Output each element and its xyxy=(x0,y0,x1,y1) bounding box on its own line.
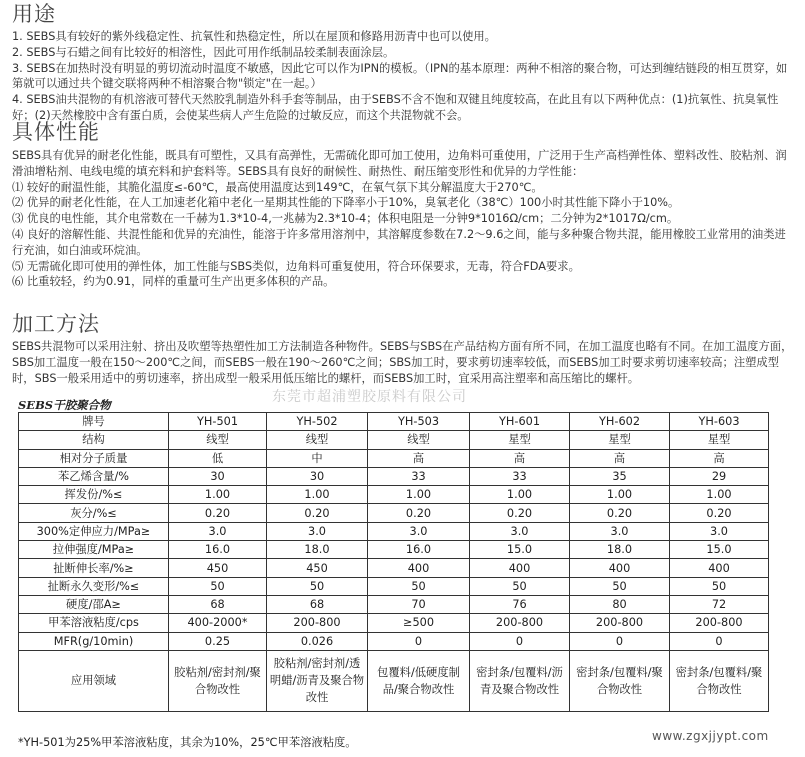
table-cell: 50 xyxy=(470,577,570,595)
table-cell: YH-602 xyxy=(570,413,670,431)
table-row xyxy=(19,522,769,540)
table-row-label: 应用领域 xyxy=(19,650,169,711)
table-row xyxy=(19,614,769,632)
performance-item-5: ⑸ 无需硫化即可使用的弹性体，加工性能与SBS类似，边角料可重复使用，符合环保要求，无毒，符合FDA要求。 xyxy=(12,259,580,273)
table-row-label: 结构 xyxy=(19,431,169,449)
table-cell: 3.0 xyxy=(570,522,670,540)
table-cell: ≥500 xyxy=(368,614,470,632)
table-cell: 3.0 xyxy=(470,522,570,540)
table-cell: 200-800 xyxy=(570,614,670,632)
table-cell: 3.0 xyxy=(368,522,470,540)
table-cell: 0.20 xyxy=(267,504,368,522)
table-cell: YH-601 xyxy=(470,413,570,431)
table-cell: 0.25 xyxy=(169,632,267,650)
usage-heading: 用途 xyxy=(12,2,56,26)
table-cell: 76 xyxy=(470,595,570,613)
table-cell: 33 xyxy=(470,467,570,485)
table-title: SEBS干胶聚合物 xyxy=(18,398,111,412)
table-row-label: 拉伸强度/MPa≥ xyxy=(19,541,169,559)
table-cell: 1.00 xyxy=(470,486,570,504)
table-cell: 18.0 xyxy=(570,541,670,559)
table-cell: 400 xyxy=(670,559,769,577)
table-cell: 33 xyxy=(368,467,470,485)
usage-item-1: 1. SEBS具有较好的紫外线稳定性、抗氧性和热稳定性，所以在屋顶和修路用沥青中也可以使用。 xyxy=(12,30,496,43)
usage-item-3: 3. SEBS在加热时没有明显的剪切流动时温度不敏感，因此它可以作为IPN的模板。（IPN的基本原理：两种不相溶的聚合物，可达到缠结链段的相互贯穿，如第就可以通过共个键交联将两种不相溶聚合物"锁定"在一起。） xyxy=(12,61,788,91)
table-cell: 包覆料/低硬度制品/聚合物改性 xyxy=(368,650,470,711)
processing-text: SEBS共混物可以采用注射、挤出及吹塑等热塑性加工方法制造各种物件。SEBS与SBS在产品结构方面有所不同，在加工温度也略有不同。在加工温度方面，SBS加工温度一般在150～200℃之间，而SEBS一般在190～260℃之间；SBS加工时，要求剪切速率较低，而SEBS加工时要求剪切速率较高；注塑成型时，SBS一般采用适中的剪切速率，挤出成型一般采用低压缩比的螺杆，而SEBS加工时，宜采用高注塑率和高压缩比的螺杆。 xyxy=(12,340,793,385)
table-cell: 16.0 xyxy=(368,541,470,559)
performance-section xyxy=(12,120,797,290)
table-cell: 400 xyxy=(570,559,670,577)
performance-item-3: ⑶ 优良的电性能，其介电常数在一千赫为1.3*10-4,一兆赫为2.3*10-4；体积电阻是一分钟9*1016Ω/cm；二分钟为2*1017Ω/cm。 xyxy=(12,212,679,226)
table-cell: 密封条/包覆料/沥青及聚合物改性 xyxy=(470,650,570,711)
table-cell: 72 xyxy=(670,595,769,613)
table-row xyxy=(19,449,769,467)
usage-item-4: 4. SEBS油共混物的有机溶液可替代天然胶乳制造外科手套等制品，由于SEBS不含不饱和双键且纯度较高，在此且有以下两种优点：(1)抗氧性、抗臭氧性好；(2)天然橡胶中含有蛋白质，会使某些病人产生危险的过敏反应，而这个共混物就不会。 xyxy=(12,93,779,122)
table-cell: 50 xyxy=(670,577,769,595)
table-cell: 50 xyxy=(267,577,368,595)
company-watermark: 东莞市超浦塑胶原料有限公司 xyxy=(272,389,467,405)
table-cell: 200-800 xyxy=(670,614,769,632)
table-cell: 200-800 xyxy=(470,614,570,632)
table-cell: 35 xyxy=(570,467,670,485)
table-cell: 0 xyxy=(670,632,769,650)
table-cell: 高 xyxy=(470,449,570,467)
table-cell: 200-800 xyxy=(267,614,368,632)
table-cell: YH-502 xyxy=(267,413,368,431)
table-cell: 密封条/包覆料/聚合物改性 xyxy=(570,650,670,711)
table-cell: 29 xyxy=(670,467,769,485)
table-cell: 450 xyxy=(267,559,368,577)
table-cell: 0.20 xyxy=(670,504,769,522)
table-cell: YH-603 xyxy=(670,413,769,431)
table-cell: 0.20 xyxy=(169,504,267,522)
table-row xyxy=(19,632,769,650)
table-row xyxy=(19,577,769,595)
table-cell: 1.00 xyxy=(670,486,769,504)
table-cell: 0.20 xyxy=(570,504,670,522)
table-cell: 0 xyxy=(470,632,570,650)
table-cell: 450 xyxy=(169,559,267,577)
table-row xyxy=(19,595,769,613)
table-cell: 低 xyxy=(169,449,267,467)
table-cell: 68 xyxy=(267,595,368,613)
table-cell: 胶粘剂/密封剂/透明蜡/沥青及聚合物改性 xyxy=(267,650,368,711)
performance-item-1: ⑴ 较好的耐温性能，其脆化温度≤-60℃，最高使用温度达到149℃，在氧气氛下其分解温度大于270℃。 xyxy=(12,180,543,194)
table-cell: 1.00 xyxy=(570,486,670,504)
usage-section xyxy=(12,2,797,124)
table-cell: 星型 xyxy=(470,431,570,449)
table-cell: 星型 xyxy=(670,431,769,449)
table-cell: 1.00 xyxy=(368,486,470,504)
table-cell: 高 xyxy=(368,449,470,467)
table-cell: 线型 xyxy=(267,431,368,449)
table-footnote: *YH-501为25%甲苯溶液粘度，其余为10%，25℃甲苯溶液粘度。 xyxy=(18,736,357,749)
table-row-label: 甲苯溶液粘度/cps xyxy=(19,614,169,632)
table-cell: 18.0 xyxy=(267,541,368,559)
table-cell: 400 xyxy=(470,559,570,577)
table-cell: 15.0 xyxy=(470,541,570,559)
site-watermark: www.zgxjjypt.com xyxy=(652,729,769,743)
table-cell: 1.00 xyxy=(267,486,368,504)
table-cell: 68 xyxy=(169,595,267,613)
table-row-label: MFR(g/10min) xyxy=(19,632,169,650)
table-cell: 0.20 xyxy=(470,504,570,522)
table-row-label: 扯断伸长率/%≥ xyxy=(19,559,169,577)
table-cell: 50 xyxy=(570,577,670,595)
table-cell: 0.026 xyxy=(267,632,368,650)
table-cell: 胶粘剂/密封剂/聚合物改性 xyxy=(169,650,267,711)
performance-item-6: ⑹ 比重较轻，约为0.91，同样的重量可生产出更多体积的产品。 xyxy=(12,275,335,289)
table-row xyxy=(19,504,769,522)
spec-table xyxy=(18,412,769,712)
table-row-label: 扯断永久变形/%≤ xyxy=(19,577,169,595)
table-cell: 0 xyxy=(570,632,670,650)
table-cell: 50 xyxy=(169,577,267,595)
table-cell: 线型 xyxy=(169,431,267,449)
table-cell: 星型 xyxy=(570,431,670,449)
table-cell: 0.20 xyxy=(368,504,470,522)
processing-heading: 加工方法 xyxy=(12,312,100,336)
table-row xyxy=(19,650,769,711)
table-row-label: 灰分/%≤ xyxy=(19,504,169,522)
table-row xyxy=(19,467,769,485)
table-cell: 密封条/包覆料/聚合物改性 xyxy=(670,650,769,711)
performance-item-4: ⑷ 良好的溶解性能、共混性能和优异的充油性，能溶于许多常用溶剂中，其溶解度参数在7.2～9.6之间，能与多种聚合物共混，能用橡胶工业常用的油类进行充油，如白油或环烷油。 xyxy=(12,227,786,257)
table-cell: 30 xyxy=(267,467,368,485)
table-row-label: 相对分子质量 xyxy=(19,449,169,467)
table-cell: 80 xyxy=(570,595,670,613)
table-cell: 15.0 xyxy=(670,541,769,559)
table-row xyxy=(19,431,769,449)
table-cell: 中 xyxy=(267,449,368,467)
table-cell: 3.0 xyxy=(670,522,769,540)
table-cell: 400-2000* xyxy=(169,614,267,632)
table-cell: 50 xyxy=(368,577,470,595)
usage-item-2: 2. SEBS与石蜡之间有比较好的相溶性，因此可用作纸制品较柔制表面涂层。 xyxy=(12,45,395,59)
table-row xyxy=(19,559,769,577)
table-row xyxy=(19,541,769,559)
table-row-label: 牌号 xyxy=(19,413,169,431)
performance-heading: 具体性能 xyxy=(12,120,100,144)
table-cell: 70 xyxy=(368,595,470,613)
table-cell: 高 xyxy=(570,449,670,467)
table-cell: 400 xyxy=(368,559,470,577)
table-cell: 1.00 xyxy=(169,486,267,504)
table-cell: 16.0 xyxy=(169,541,267,559)
table-cell: YH-501 xyxy=(169,413,267,431)
table-cell: 高 xyxy=(670,449,769,467)
performance-item-2: ⑵ 优异的耐老化性能，在人工加速老化箱中老化一星期其性能的下降率小于10%，臭氧老化（38℃）100小时其性能下降小于10%。 xyxy=(12,196,680,210)
table-cell: 线型 xyxy=(368,431,470,449)
table-cell: 30 xyxy=(169,467,267,485)
table-cell: 3.0 xyxy=(267,522,368,540)
table-cell: YH-503 xyxy=(368,413,470,431)
processing-section xyxy=(12,312,800,386)
table-row-label: 300%定伸应力/MPa≥ xyxy=(19,522,169,540)
table-cell: 3.0 xyxy=(169,522,267,540)
table-cell: 0 xyxy=(368,632,470,650)
table-row-label: 硬度/邵A≥ xyxy=(19,595,169,613)
table-row-label: 苯乙烯含量/% xyxy=(19,467,169,485)
table-row xyxy=(19,486,769,504)
table-header-row xyxy=(19,413,769,431)
performance-intro: SEBS具有优异的耐老化性能，既具有可塑性，又具有高弹性，无需硫化即可加工使用，边角料可重使用，广泛用于生产高档弹性体、塑料改性、胶粘剂、润滑油增粘剂、电线电缆的填充料和护套料等。SEBS具有良好的耐候性、耐热性、耐压缩变形性和优异的力学性能： xyxy=(12,149,787,178)
table-row-label: 挥发份/%≤ xyxy=(19,486,169,504)
